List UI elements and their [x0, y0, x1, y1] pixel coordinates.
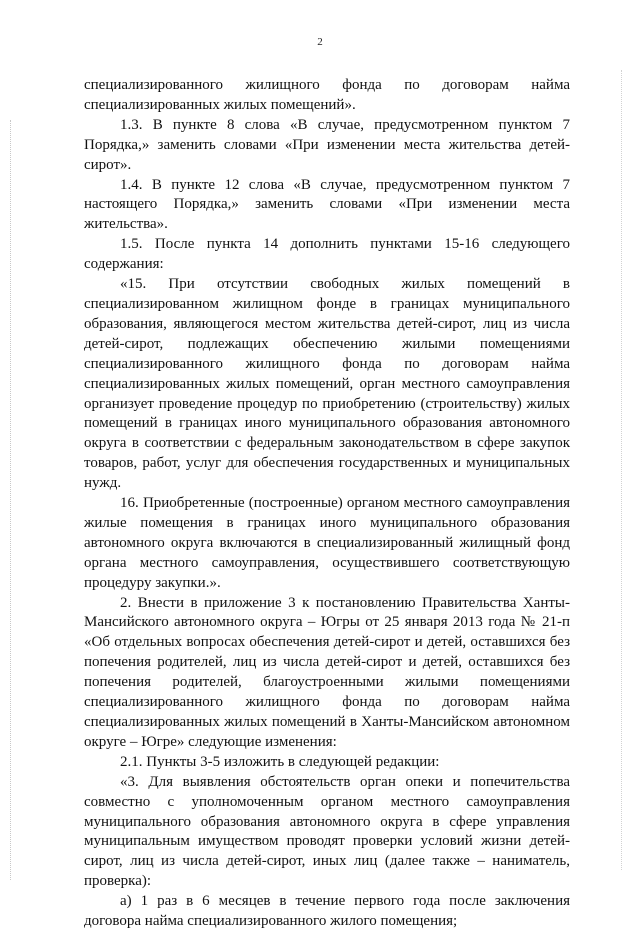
paragraph-2-1: 2.1. Пункты 3-5 изложить в следующей редакции: [120, 753, 440, 770]
paragraph-1-5: 1.5. После пункта 14 дополнить пунктами 15-16 следующего содержания: [84, 236, 570, 273]
document-body [84, 76, 570, 932]
paragraph-1-4: 1.4. В пункте 12 слова «В случае, предусмотренном пунктом 7 настоящего Порядка,» заменить словами «При изменении места жительства». [84, 176, 570, 233]
paragraph-3: «3. Для выявления обстоятельств орган опеки и попечительства совместно с уполномоченным органом местного самоуправления муниципального образования автономного округа в сфере управления муниципальным имуществом проводят проверки условий жизни детей-сирот, лиц из числа детей-сирот, иных лиц (далее также – наниматель, проверка): [84, 773, 570, 890]
paragraph-1-3: 1.3. В пункте 8 слова «В случае, предусмотренном пунктом 7 Порядка,» заменить словами «При изменении места жительства детей-сирот». [84, 116, 570, 173]
paragraph-2: 2. Внести в приложение 3 к постановлению Правительства Ханты-Мансийского автономного округа – Югры от 25 января 2013 года № 21-п «Об отдельных вопросах обеспечения детей-сирот и детей, оставшихся без попечения родителей, лиц из числа детей-сирот и детей, оставшихся без попечения родителей, благоустроенными жилыми помещениями специализированного жилищного фонда по договорам найма специализированных жилых помещений в Ханты-Мансийском автономном округе – Югре» следующие изменения: [84, 594, 570, 750]
paragraph-16: 16. Приобретенные (построенные) органом местного самоуправления жилые помещения в границах иного муниципального образования автономного округа включаются в специализированный жилищный фонд органа местного самоуправления, осуществившего соответствующую процедуру закупки.». [84, 495, 570, 591]
paragraph-15: «15. При отсутствии свободных жилых помещений в специализированном жилищном фонде в границах муниципального образования, являющегося местом жительства детей-сирот, лиц из числа детей-сирот, подлежащих обеспечению жилыми помещениями специализированного жилищного фонда по договорам найма специализированных жилых помещений, орган местного самоуправления организует проведение процедур по приобретению (строительству) жилых помещений в границах иного муниципального образования автономного округа в соответствии с федеральным законодательством в сфере закупок товаров, работ, услуг для обеспечения государственных и муниципальных нужд. [84, 276, 570, 492]
paragraph-3a: а) 1 раз в 6 месяцев в течение первого года после заключения договора найма специализированного жилого помещения; [84, 893, 570, 930]
page-number: 2 [317, 36, 323, 48]
scan-edge-right [621, 70, 622, 870]
scan-edge-left [10, 120, 11, 880]
paragraph-continuation: специализированного жилищного фонда по договорам найма специализированных жилых помещений». [84, 77, 570, 113]
